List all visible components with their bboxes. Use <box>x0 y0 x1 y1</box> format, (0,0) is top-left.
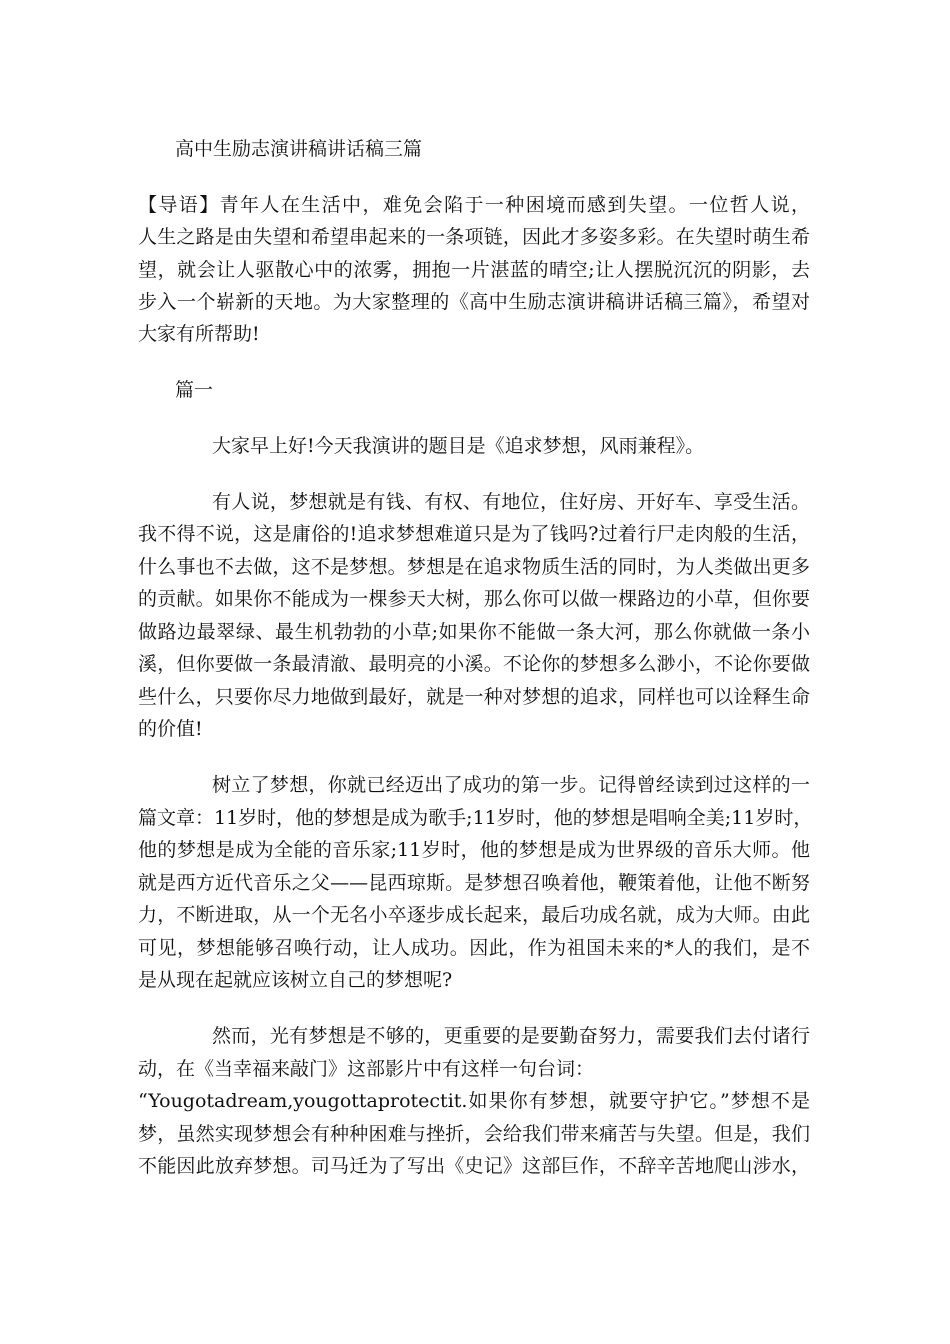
paragraph-line: 树立了梦想，你就已经迈出了成功的第一步。记得曾经读到过这样的一 <box>212 774 810 796</box>
paragraph-line: 篇文章：11岁时，他的梦想是成为歌手;11岁时，他的梦想是唱响全美;11岁时， <box>138 807 813 829</box>
section-heading: 篇一 <box>175 379 214 401</box>
paragraph-line: 动，在《当幸福来敲门》这部影片中有这样一句台词： <box>138 1058 595 1080</box>
intro-line: 步入一个崭新的天地。为大家整理的《高中生励志演讲稿讲话稿三篇》，希望对 <box>138 291 810 313</box>
paragraph-line: 不能因此放弃梦想。司马迁为了写出《史记》这部巨作，不辞辛苦地爬山涉水， <box>138 1155 810 1177</box>
intro-line: 大家有所帮助! <box>138 323 260 345</box>
paragraph-line: 我不得不说，这是庸俗的!追求梦想难道只是为了钱吗?过着行尸走肉般的生活， <box>138 523 810 545</box>
paragraph-line: 什么事也不去做，这不是梦想。梦想是在追求物质生活的同时，为人类做出更多 <box>138 556 810 578</box>
intro-line: 望，就会让人驱散心中的浓雾，拥抱一片湛蓝的晴空;让人摆脱沉沉的阴影，去 <box>138 259 810 281</box>
paragraph-line: 些什么，只要你尽力地做到最好，就是一种对梦想的追求，同样也可以诠释生命 <box>138 686 810 708</box>
paragraph-line: 力，不断进取，从一个无名小卒逐步成长起来，最后功成名就，成为大师。由此 <box>138 904 810 926</box>
paragraph-line: 就是西方近代音乐之父——昆西琼斯。是梦想召唤着他，鞭策着他，让他不断努 <box>138 872 810 894</box>
intro-line: 【导语】青年人在生活中，难免会陷于一种困境而感到失望。一位哲人说， <box>138 194 810 216</box>
paragraph-line: 是从现在起就应该树立自己的梦想呢? <box>138 969 453 991</box>
intro-line: 人生之路是由失望和希望串起来的一条项链，因此才多姿多彩。在失望时萌生希 <box>138 226 810 248</box>
paragraph-line: 梦，虽然实现梦想会有种种困难与挫折，会给我们带来痛苦与失望。但是，我们 <box>138 1123 810 1145</box>
paragraph-line: 的价值! <box>138 718 203 740</box>
paragraph-line: 可见，梦想能够召唤行动，让人成功。因此，作为祖国未来的*人的我们，是不 <box>138 937 810 959</box>
paragraph-line: 然而，光有梦想是不够的，更重要的是要勤奋努力，需要我们去付诸行 <box>212 1025 810 1047</box>
paragraph-line: 有人说，梦想就是有钱、有权、有地位，住好房、开好车、享受生活。 <box>212 491 810 513</box>
document-title: 高中生励志演讲稿讲话稿三篇 <box>175 138 423 160</box>
paragraph-line: 他的梦想是成为全能的音乐家;11岁时，他的梦想是成为世界级的音乐大师。他 <box>138 839 810 861</box>
paragraph-line: 做路边最翠绿、最生机勃勃的小草;如果你不能做一条大河，那么你就做一条小 <box>138 621 810 643</box>
paragraph-line: 溪，但你要做一条最清澈、最明亮的小溪。不论你的梦想多么渺小，不论你要做 <box>138 653 810 675</box>
greeting-line: 大家早上好!今天我演讲的题目是《追求梦想，风雨兼程》。 <box>212 435 705 457</box>
paragraph-line: “Yougotadream,yougottaprotectit.如果你有梦想，就要守护它。”梦想不是 <box>138 1090 810 1112</box>
paragraph-line: 的贡献。如果你不能成为一棵参天大树，那么你可以做一棵路边的小草，但你要 <box>138 588 810 610</box>
